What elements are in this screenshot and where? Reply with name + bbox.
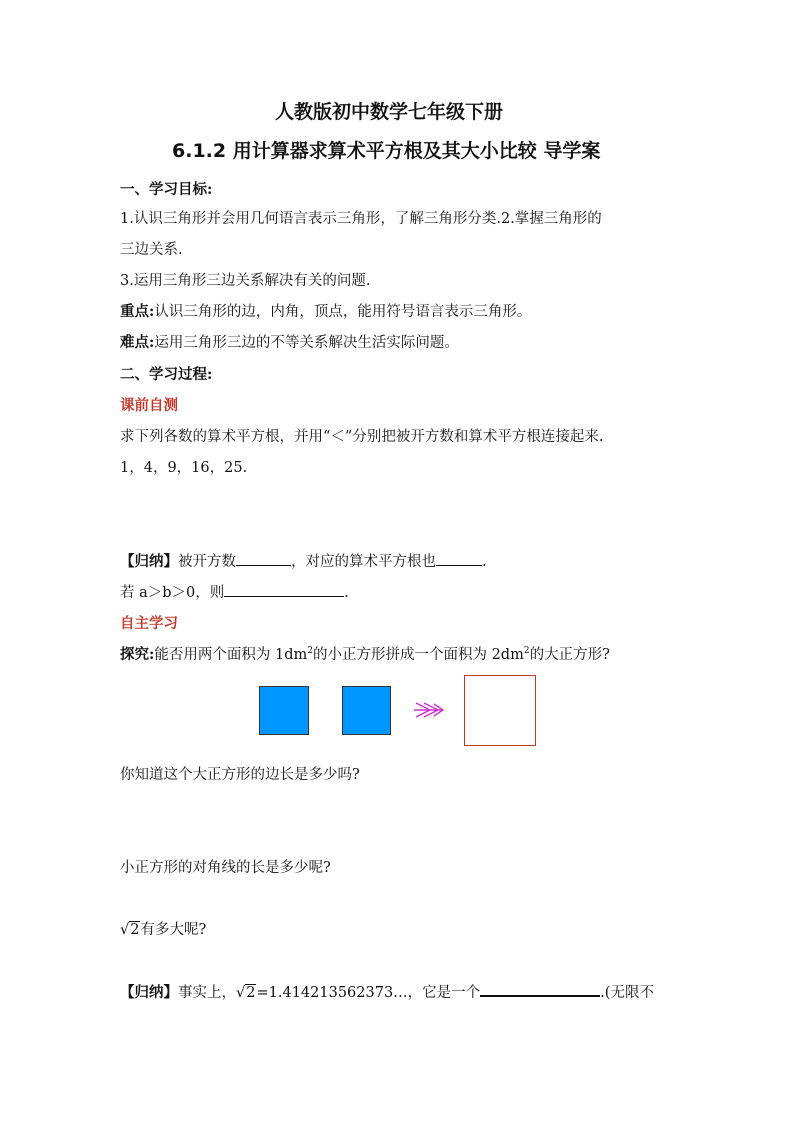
radical-sign-icon: √ xyxy=(236,985,246,1001)
explore-sup-1: 2 xyxy=(307,646,313,657)
sqrt-radicand-inline: 2 xyxy=(246,985,256,1001)
key-point xyxy=(120,300,531,321)
summary-2-text-b: =1.414213562373…，它是一个 xyxy=(256,985,481,1001)
sqrt-2-inline xyxy=(236,985,256,1001)
self-study-heading: 自主学习 xyxy=(120,616,178,632)
question-1: 你知道这个大正方形的边长是多少吗? xyxy=(120,767,360,783)
sqrt-2 xyxy=(120,922,140,938)
fill-blank-1[interactable] xyxy=(236,551,291,566)
pre-test-heading: 课前自测 xyxy=(120,398,178,414)
explore-text-c: 的大正方形? xyxy=(529,647,610,663)
small-square-2 xyxy=(342,686,391,735)
summary-2-label: 【归纳】 xyxy=(120,984,178,1001)
number-list: 1，4，9，16，25. xyxy=(120,460,248,476)
question-3 xyxy=(120,918,206,939)
document-subtitle: 6.1.2 用计算器求算术平方根及其大小比较 导学案 xyxy=(172,140,601,162)
question-3-text: 有多大呢? xyxy=(140,922,207,938)
explore-text-a: 能否用两个面积为 1dm xyxy=(154,647,308,663)
explore-text-b: 的小正方形拼成一个面积为 2dm xyxy=(312,647,524,663)
if-condition-text: 若 a＞b＞0，则 xyxy=(120,585,225,601)
process-heading: 二、学习过程: xyxy=(120,366,213,383)
document-title: 人教版初中数学七年级下册 xyxy=(275,101,504,123)
fill-blank-2[interactable] xyxy=(436,551,482,566)
difficulty-point xyxy=(120,331,459,352)
if-condition xyxy=(120,581,349,602)
fill-blank-3[interactable] xyxy=(224,582,344,597)
radical-sign-icon: √ xyxy=(120,922,130,938)
explore-sup-2: 2 xyxy=(523,646,530,657)
explore-line xyxy=(120,643,610,664)
pre-test-task: 求下列各数的算术平方根，并用“＜”分别把被开方数和算术平方根连接起来. xyxy=(120,429,604,445)
summary-2-text-a: 事实上， xyxy=(178,985,236,1001)
objectives-heading: 一、学习目标: xyxy=(120,181,213,198)
question-2: 小正方形的对角线的长是多少呢? xyxy=(120,860,331,876)
summary-1-end: . xyxy=(482,554,487,570)
summary-2 xyxy=(120,981,654,1002)
small-square-1 xyxy=(259,686,309,735)
objective-item-3: 3.运用三角形三边关系解决有关的问题. xyxy=(120,273,371,289)
key-point-label: 重点: xyxy=(120,303,155,320)
if-condition-end: . xyxy=(344,585,349,601)
summary-2-text-c: .(无限不 xyxy=(600,985,654,1001)
summary-1-text-a: 被开方数 xyxy=(178,554,236,570)
summary-1 xyxy=(120,550,487,571)
explore-label: 探究: xyxy=(120,646,155,663)
key-point-text: 认识三角形的边，内角，顶点，能用符号语言表示三角形。 xyxy=(154,304,532,320)
large-square xyxy=(464,675,536,746)
fill-blank-4[interactable] xyxy=(480,981,600,997)
objective-item-1a: 1.认识三角形并会用几何语言表示三角形，了解三角形分类.2.掌握三角形的 xyxy=(120,211,602,227)
difficulty-text: 运用三角形三边的不等关系解决生活实际问题。 xyxy=(154,335,459,351)
sqrt-radicand: 2 xyxy=(130,922,140,938)
objective-item-1b: 三边关系. xyxy=(120,242,183,258)
summary-1-label: 【归纳】 xyxy=(120,553,178,570)
summary-1-text-b: ，对应的算术平方根也 xyxy=(291,554,436,570)
double-arrow-icon xyxy=(414,701,446,719)
difficulty-label: 难点: xyxy=(120,334,155,351)
